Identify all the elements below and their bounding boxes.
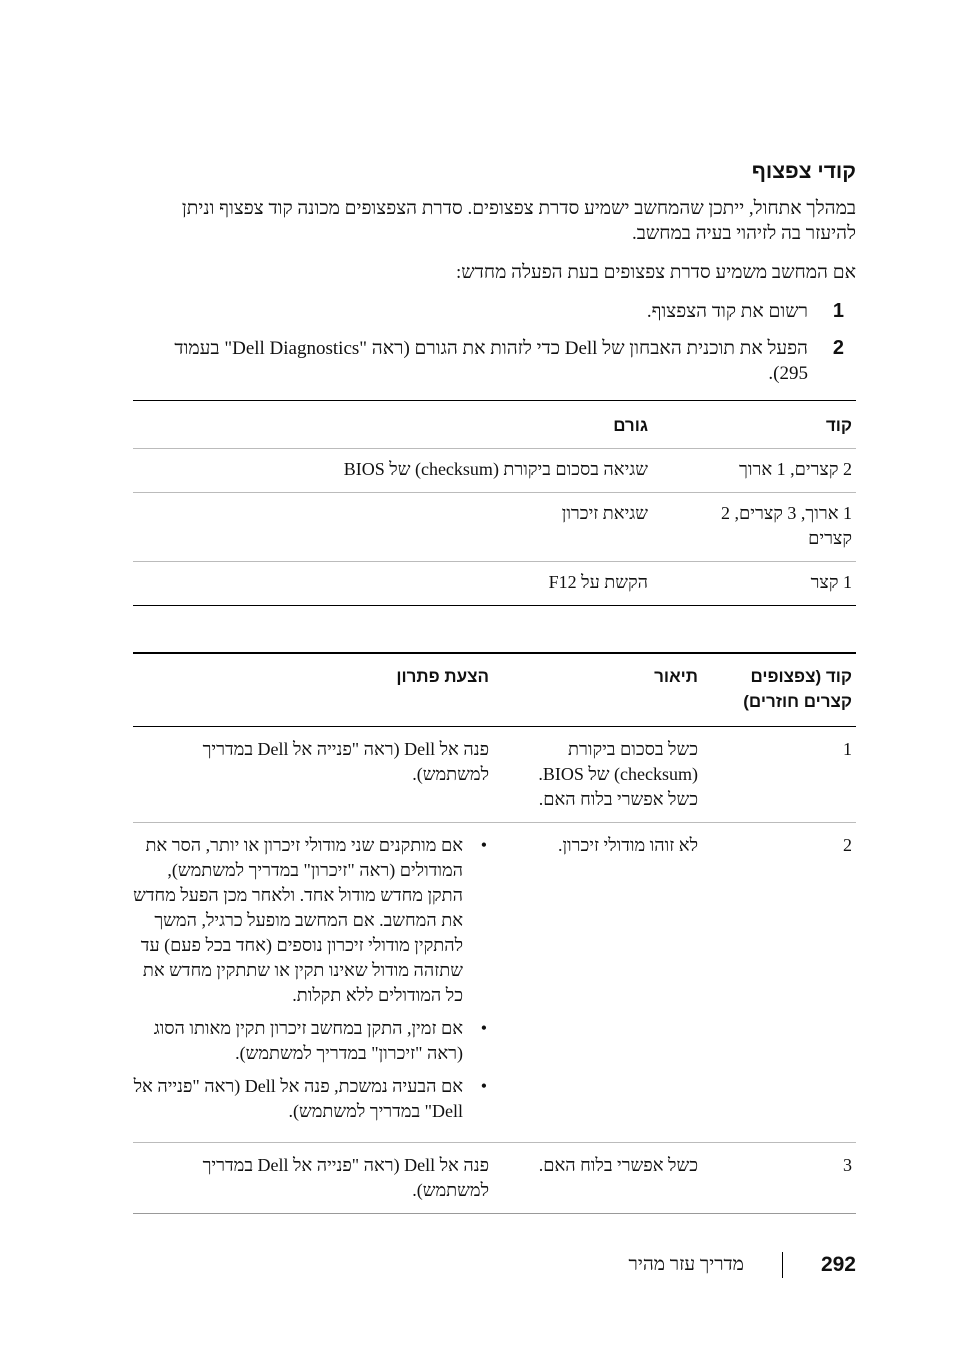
steps-list	[133, 299, 856, 386]
cell-solution	[133, 823, 493, 1143]
step-number: 1	[832, 300, 844, 322]
step-item	[133, 299, 856, 324]
cell-cause: שגיאת זיכרון	[133, 493, 652, 562]
page-footer	[629, 1252, 857, 1278]
beep-code-table	[133, 400, 856, 606]
bullet-item: • אם מותקנים שני מודולי זיכרון או יותר, הסר את המודולים (ראה "זיכרון" במדריך למשתמש), התקן מחדש מודול אחד. ולאחר מכן הפעל מחדש את המחשב. אם המחשב מופעל כרגיל, המשך להתקין מודולי זיכרון נוספים (אחד בכל פעם) עד שתזהה מודול שאינו תקין או שתתקין מחדש את כל המודולים ללא תקלות.	[133, 833, 463, 1008]
header-code: קוד (צפצופים קצרים חוזרים)	[702, 653, 856, 727]
cell-solution: פנה אל Dell (ראה "פנייה אל Dell במדריך למשתמש).	[202, 739, 489, 784]
cell-code: 1 קצר	[652, 562, 856, 606]
section-heading: קודי צפצוף	[751, 160, 856, 183]
cell-code: 1	[843, 739, 852, 759]
cell-description: כשל בסכום ביקורת (checksum) של BIOS. כשל אפשרי בלוח האם.	[538, 739, 698, 809]
table-row	[133, 1143, 856, 1214]
table-row	[133, 562, 856, 606]
cell-cause: שגיאה בסכום ביקורת (checksum) של BIOS	[133, 449, 652, 493]
table-header-row	[133, 653, 856, 727]
cell-code: 1 ארוך, 3 קצרים, 2 קצרים	[652, 493, 856, 562]
header-cause: גורם	[613, 416, 648, 435]
table-row	[133, 449, 856, 493]
page-number: 292	[820, 1253, 856, 1276]
footer-title: מדריך עזר מהיר	[628, 1254, 744, 1275]
header-description: תיאור	[493, 653, 702, 727]
cell-cause: הקשת על F12	[133, 562, 652, 606]
table-header-row	[133, 401, 856, 449]
cell-code: 2	[702, 823, 856, 1143]
header-solution: הצעת פתרון	[133, 653, 493, 727]
table-row	[133, 823, 856, 1143]
page-content	[133, 160, 856, 1214]
step-text: הפעל את תוכנית האבחון של Dell כדי לזהות את הגורם (ראה "Dell Diagnostics" בעמוד 295).	[174, 338, 808, 384]
lead-paragraph: אם המחשב משמיע סדרת צפצופים בעת הפעלה מחדש:	[456, 262, 856, 283]
bullet-item: • אם זמין, התקן במחשב זיכרון תקין מאותו הסוג (ראה "זיכרון" במדריך למשתמש).	[133, 1016, 463, 1066]
repeating-beep-table	[133, 652, 856, 1214]
cell-code: 2 קצרים, 1 ארוך	[652, 449, 856, 493]
cell-description: כשל אפשרי בלוח האם.	[493, 1143, 702, 1214]
step-number: 2	[832, 337, 844, 359]
footer-divider	[782, 1252, 783, 1278]
solution-bullets	[133, 833, 489, 1124]
bullet-item: • אם הבעיה נמשכת, פנה אל Dell (ראה "פנייה אל Dell" במדריך למשתמש).	[133, 1074, 463, 1124]
step-item	[133, 336, 856, 386]
header-code: קוד	[825, 416, 852, 435]
table-row	[133, 727, 856, 823]
table-row	[133, 493, 856, 562]
intro-paragraph: במהלך אתחול, ייתכן שהמחשב ישמיע סדרת צפצופים. סדרת הצפצופים מכונה קוד צפצוף וניתן להיעזר בה לזיהוי בעיה במחשב.	[181, 198, 856, 244]
cell-code: 3	[702, 1143, 856, 1214]
cell-description: לא זוהו מודולי זיכרון.	[493, 823, 702, 1143]
cell-solution: פנה אל Dell (ראה "פנייה אל Dell במדריך למשתמש).	[133, 1143, 493, 1214]
step-text: רשום את קוד הצפצוף.	[646, 301, 808, 322]
